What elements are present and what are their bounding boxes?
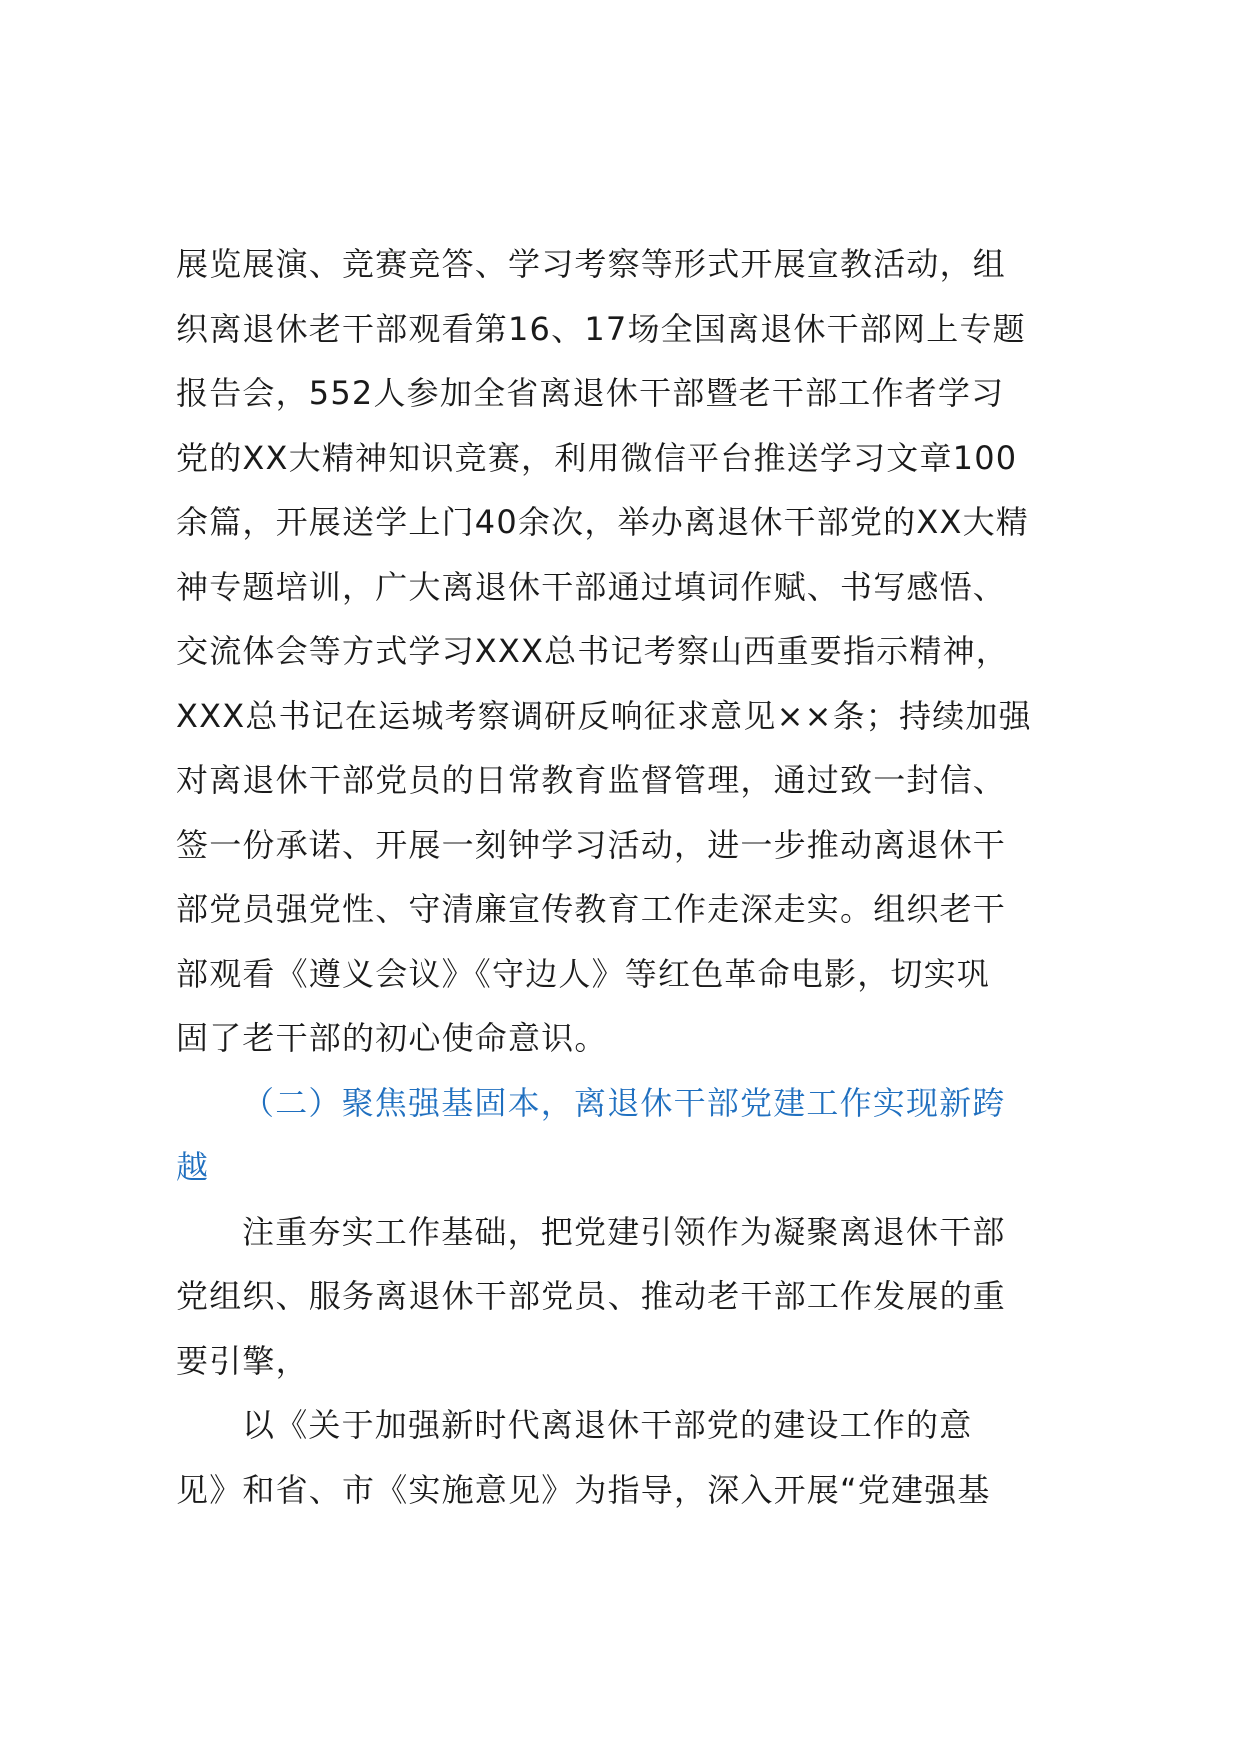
- text-line: 以《关于加强新时代离退休干部党的建设工作的意: [242, 1406, 973, 1444]
- text-line: 报告会，552人参加全省离退休干部暨老干部工作者学习: [176, 374, 1005, 412]
- text-line: 注重夯实工作基础，把党建引领作为凝聚离退休干部: [242, 1212, 1006, 1251]
- paragraph-guidance: [176, 1393, 1116, 1522]
- text-line: 织离退休老干部观看第16、17场全国离退休干部网上专题: [176, 309, 1026, 348]
- text-line: 交流体会等方式学习XXX总书记考察山西重要指示精神，: [176, 632, 1009, 670]
- text-line: 签一份承诺、开展一刻钟学习活动，进一步推动离退休干: [176, 825, 1007, 864]
- text-line: 要引擎，: [176, 1341, 309, 1380]
- text-line: 对离退休干部党员的日常教育监督管理，通过致一封信、: [176, 761, 1007, 799]
- text-line: 见》和省、市《实施意见》为指导，深入开展“党建强基: [176, 1470, 991, 1509]
- text-line: 部观看《遵义会议》《守边人》等红色革命电影，切实巩: [176, 954, 991, 993]
- paragraph-activities: [176, 232, 1116, 1071]
- text-line: XXX总书记在运城考察调研反响征求意见××条；持续加强: [176, 696, 1032, 735]
- text-line: 固了老干部的初心使命意识。: [176, 1019, 608, 1057]
- text-line: 展览展演、竞赛竞答、学习考察等形式开展宣教活动，组: [176, 245, 1007, 283]
- text-line: 党组织、服务离退休干部党员、推动老干部工作发展的重: [176, 1277, 1007, 1315]
- heading-line: 越: [176, 1148, 210, 1186]
- heading-line: （二）聚焦强基固本，离退休干部党建工作实现新跨: [242, 1083, 1006, 1122]
- text-line: 部党员强党性、守清廉宣传教育工作走深走实。组织老干: [176, 890, 1007, 928]
- paragraph-foundation: [176, 1200, 1116, 1394]
- document-body: [176, 232, 1116, 1522]
- text-line: 神专题培训，广大离退休干部通过填词作赋、书写感悟、: [176, 567, 1007, 606]
- text-line: 党的XX大精神知识竞赛，利用微信平台推送学习文章100: [176, 438, 1018, 477]
- text-line: 余篇，开展送学上门40余次，举办离退休干部党的XX大精: [176, 503, 1029, 541]
- section-heading: [176, 1071, 1116, 1200]
